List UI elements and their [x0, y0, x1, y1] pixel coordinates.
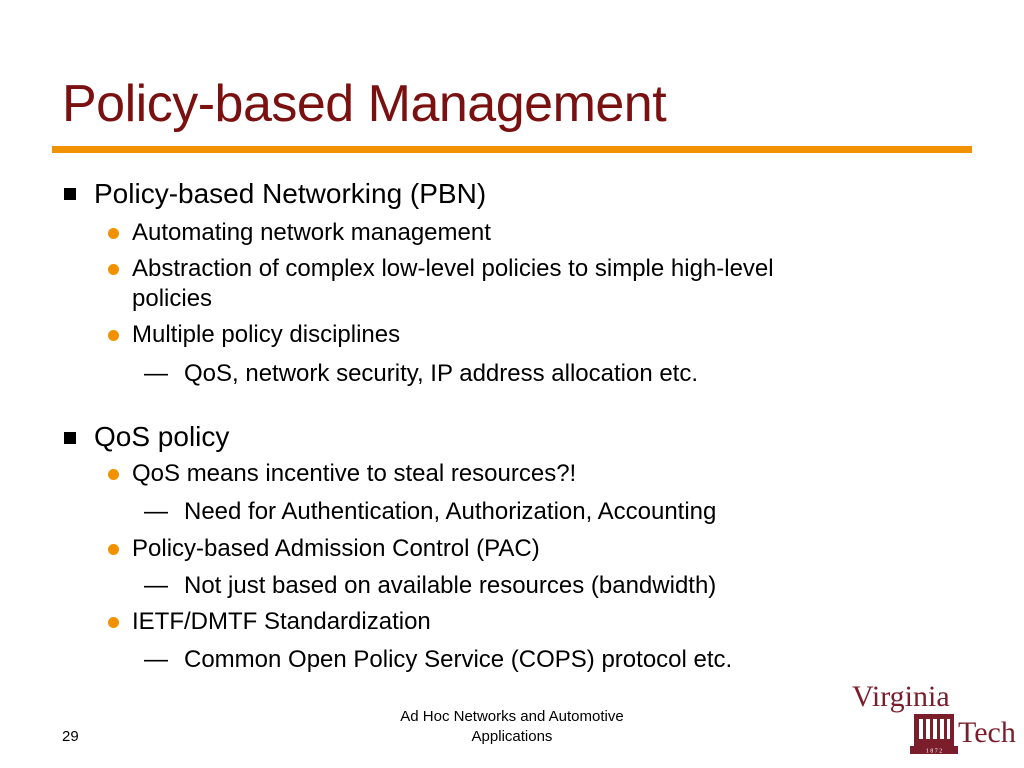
footer-line-1: Ad Hoc Networks and Automotive	[400, 708, 624, 725]
logo-word-virginia: Virginia	[852, 680, 950, 713]
sub-bullet-cops: Common Open Policy Service (COPS) protocol etc.	[184, 646, 733, 673]
dash-bullet-icon: —	[144, 360, 168, 387]
section-heading-qos: QoS policy	[94, 421, 230, 452]
section-heading-pbn: Policy-based Networking (PBN)	[94, 178, 487, 209]
bullet-pac: Policy-based Admission Control (PAC)	[132, 535, 540, 562]
round-bullet-icon	[108, 330, 119, 341]
square-bullet-icon	[64, 432, 76, 444]
bullet-ietf-dmtf: IETF/DMTF Standardization	[132, 608, 431, 635]
logo-year: 1 8 7 2	[925, 748, 943, 755]
round-bullet-icon	[108, 228, 119, 239]
round-bullet-icon	[108, 264, 119, 275]
sub-bullet-bandwidth: Not just based on available resources (bandwidth)	[184, 572, 717, 599]
bullet-automating: Automating network management	[132, 219, 491, 246]
bullet-abstraction-line1: Abstraction of complex low-level policies to simple high-level	[132, 255, 774, 282]
logo-word-tech: Tech	[958, 716, 1016, 749]
bullet-multiple-disciplines: Multiple policy disciplines	[132, 321, 401, 348]
title-divider	[52, 146, 972, 153]
sub-bullet-aaa: Need for Authentication, Authorization, Accounting	[184, 498, 717, 525]
round-bullet-icon	[108, 617, 119, 628]
dash-bullet-icon: —	[144, 646, 168, 673]
footer-course-title	[362, 707, 662, 747]
sub-bullet-qos-security: QoS, network security, IP address allocation etc.	[184, 360, 699, 387]
bullet-abstraction-line2: policies	[132, 285, 213, 312]
page-number: 29	[62, 728, 79, 745]
slide-title: Policy-based Management	[62, 75, 667, 133]
dash-bullet-icon: —	[144, 498, 168, 525]
footer-line-2: Applications	[471, 728, 553, 745]
virginia-tech-logo-icon	[850, 678, 1016, 758]
round-bullet-icon	[108, 544, 119, 555]
round-bullet-icon	[108, 469, 119, 480]
dash-bullet-icon: —	[144, 572, 168, 599]
bullet-qos-incentive: QoS means incentive to steal resources?!	[132, 460, 577, 487]
square-bullet-icon	[64, 188, 76, 200]
